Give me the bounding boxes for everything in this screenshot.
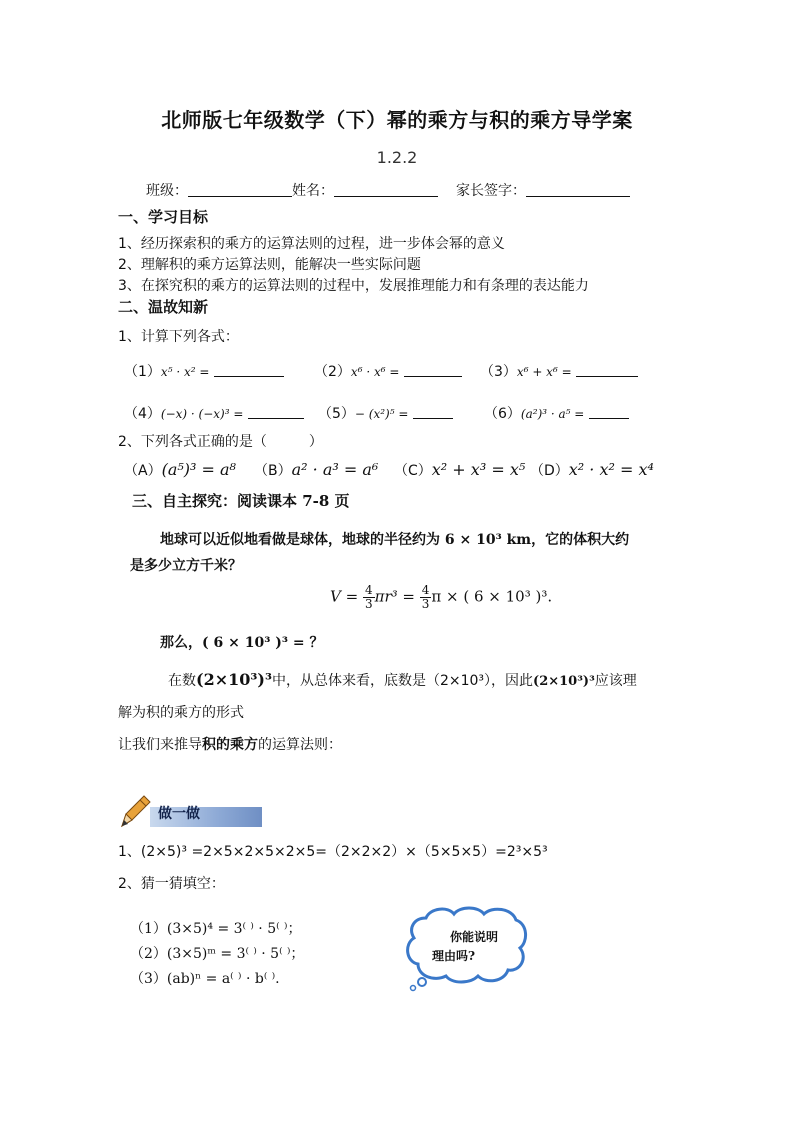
calc-2: （2）x⁶ · x⁶ = [314, 361, 462, 381]
choice-d: （D）x² · x² = x⁴ [530, 460, 654, 479]
calc-1-blank [214, 364, 284, 377]
guess-1: （1）(3×5)⁴ = 3⁽ ⁾ · 5⁽ ⁾； [130, 921, 302, 937]
calc-4-expr: (−x) · (−x)³ = [160, 407, 244, 421]
doit-line-2: 2、猜一猜填空： [118, 876, 225, 892]
derive-line: 让我们来推导积的乘方的运算法则： [118, 737, 342, 753]
goal-2: 2、理解积的乘方运算法则，能解决一些实际问题 [118, 257, 421, 273]
doit-line-1: 1、(2×5)³ =2×5×2×5×2×5=（2×2×2）×（5×5×5）=2³×5³ [118, 844, 548, 860]
parent-sign-blank [526, 182, 630, 197]
goal-1: 1、经历探索积的乘方的运算法则的过程，进一步体会幂的意义 [118, 236, 505, 252]
choice-a-expr: (a⁵)³ = a⁸ [161, 460, 236, 479]
lesson-number: 1.2.2 [376, 148, 418, 167]
goal-3: 3、在探究积的乘方的运算法则的过程中，发展推理能力和有条理的表达能力 [118, 278, 589, 294]
explanation-line-1: 在数(2×10³)³中，从总体来看，底数是（2×10³），因此(2×10³)³应该理 [168, 670, 637, 689]
calc-6-blank [589, 406, 629, 419]
section-2-heading: 二、温故知新 [118, 298, 209, 316]
problem-line-2: 是多少立方千米？ [130, 558, 242, 574]
class-blank [188, 182, 292, 197]
guess-3: （3）(ab)ⁿ = a⁽ ⁾ · b⁽ ⁾. [130, 971, 280, 987]
guess-2: （2）(3×5)ᵐ = 3⁽ ⁾ · 5⁽ ⁾； [130, 946, 305, 962]
bubble-text-2: 理由吗? [432, 949, 476, 963]
calc-1-expr: x⁵ · x² = [160, 365, 210, 379]
class-label: 班级： [146, 183, 188, 199]
section-3-heading: 三、自主探究：阅读课本 7-8 页 [132, 492, 350, 510]
info-row [146, 180, 630, 200]
calc-5-expr: − (x²)⁵ = [354, 407, 409, 421]
choice-d-expr: x² · x² = x⁴ [568, 460, 654, 479]
choice-a: （A）(a⁵)³ = a⁸ [124, 460, 236, 479]
calc-6-expr: (a²)³ · a⁵ = [520, 407, 585, 421]
expr-2x10-3-a: (2×10³)³ [196, 670, 272, 689]
fraction-4-3: $\frac{4}{3}$ [364, 583, 373, 611]
parent-sign-label: 家长签字： [456, 183, 526, 199]
choice-c-expr: x² + x³ = x⁵ [431, 460, 526, 479]
choice-b-expr: a² · a³ = a⁶ [291, 460, 379, 479]
calc-3-expr: x⁶ + x⁶ = [516, 365, 572, 379]
doit-banner-label: 做一做 [158, 806, 200, 822]
calc-5-blank [413, 406, 453, 419]
name-label: 姓名： [292, 183, 334, 199]
choice-c: （C）x² + x³ = x⁵ [394, 460, 526, 479]
page-title: 北师版七年级数学（下）幂的乘方与积的乘方导学案 [161, 108, 633, 132]
volume-formula: V = $\frac{4}{3}$ πr³ = $\frac{4}{3}$ π × ( 6 × 10³ )³. [330, 583, 553, 611]
calc-2-expr: x⁶ · x⁶ = [350, 365, 400, 379]
then-question: 那么，( 6 × 10³ )³ = ？ [160, 635, 324, 651]
calc-6: （6）(a²)³ · a⁵ = [484, 403, 629, 423]
expr-2x10-3-b: (2×10³)³ [533, 674, 595, 689]
calc-4-blank [248, 406, 304, 419]
calc-1: （1）x⁵ · x² = [124, 361, 284, 381]
name-blank [334, 182, 438, 197]
calc-3-blank [576, 364, 638, 377]
explanation-line-2: 解为积的乘方的形式 [118, 705, 244, 721]
problem-line-1: 地球可以近似地看做是球体，地球的半径约为 6 × 10³ km，它的体积大约 [160, 532, 630, 548]
section-1-heading: 一、学习目标 [118, 208, 209, 226]
choice-question: 2、下列各式正确的是（ ） [118, 434, 323, 450]
calc-5: （5）− (x²)⁵ = [318, 403, 453, 423]
pencil-icon [116, 792, 152, 830]
bubble-text-1: 你能说明 [450, 930, 499, 944]
calc-instruction: 1、计算下列各式： [118, 329, 239, 345]
calc-3: （3）x⁶ + x⁶ = [480, 361, 638, 381]
choice-b: （B）a² · a³ = a⁶ [254, 460, 379, 479]
calc-2-blank [404, 364, 462, 377]
calc-4: （4）(−x) · (−x)³ = [124, 403, 304, 423]
fraction-4-3-second: $\frac{4}{3}$ [421, 583, 430, 611]
